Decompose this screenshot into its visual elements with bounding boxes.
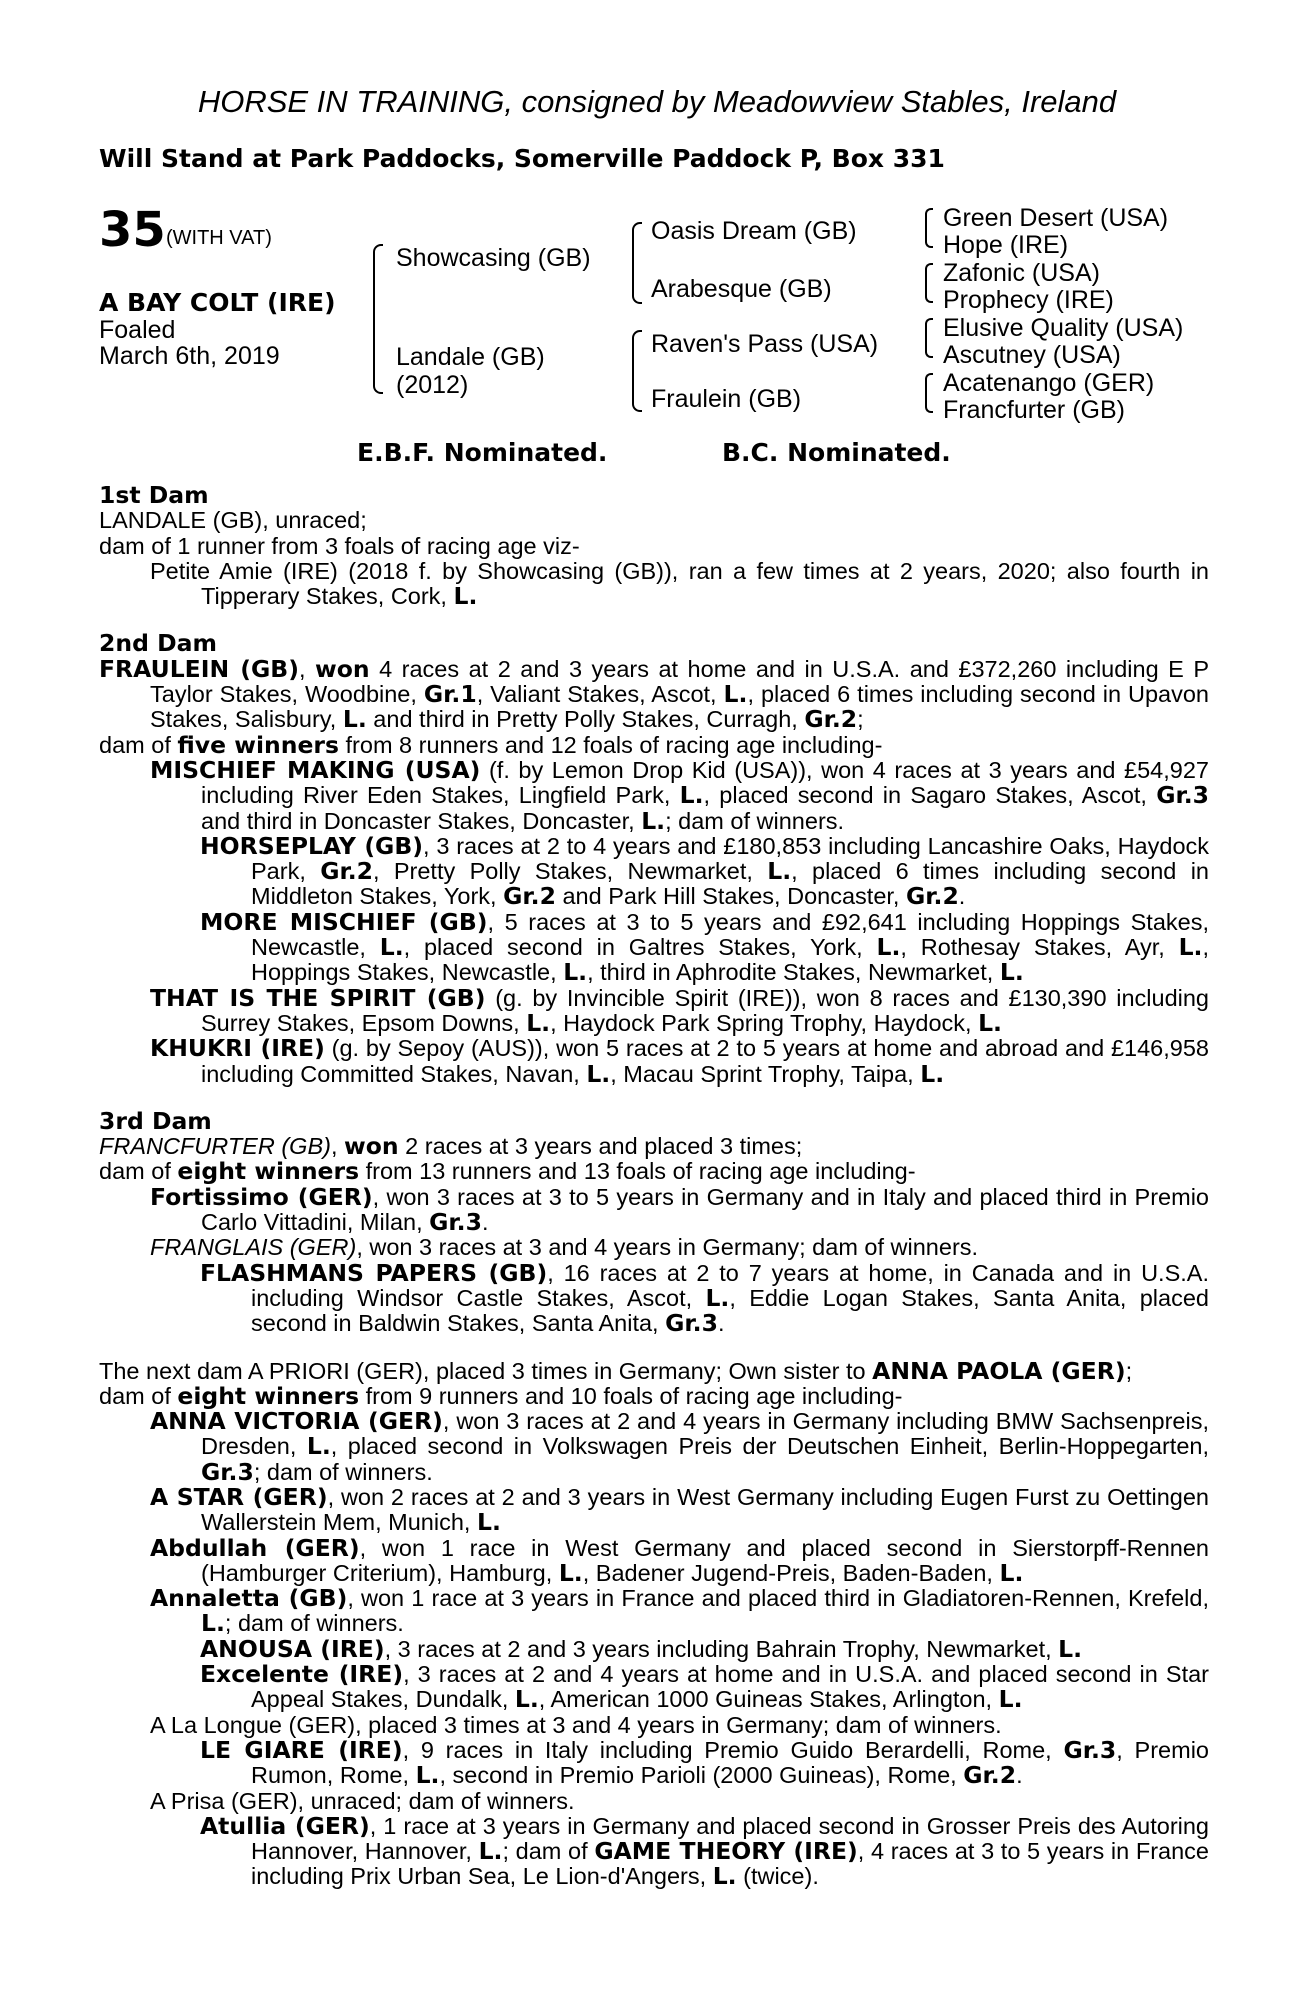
produce-entry: MORE MISCHIEF (GB), 5 races at 3 to 5 years and £92,641 including Hoppings Stakes, Newcastle, L., placed second in Galtres Stakes, York, L., Rothesay Stakes, Ayr, L., Hoppings Stakes, Newcastle, L., third in Aphrodite Stakes, Newmarket, L. <box>200 907 1210 987</box>
produce-entry: Fortissimo (GER), won 3 races at 3 to 5 years in Germany and in Italy and placed third in Premio Carlo Vittadini, Milan, Gr.3. <box>150 1182 1209 1237</box>
sire-dam: Arabesque (GB) <box>651 275 832 303</box>
sire: Showcasing (GB) <box>396 244 591 272</box>
bc-nomination: B.C. Nominated. <box>722 438 951 467</box>
foaled-label: Foaled <box>99 316 176 344</box>
produce-entry: HORSEPLAY (GB), 3 races at 2 to 4 years and £180,853 including Lancashire Oaks, Haydock Park, Gr.2, Pretty Polly Stakes, Newmarket, L., placed 6 times including second in Middleton Stakes, York, Gr.2 and Park Hill Stakes, Doncaster, Gr.2. <box>200 831 1210 911</box>
ebf-nomination: E.B.F. Nominated. <box>357 438 608 467</box>
dam-year: (2012) <box>396 371 469 399</box>
produce-entry: Annaletta (GB), won 1 race at 3 years in France and placed third in Gladiatoren-Rennen, Krefeld, L.; dam of winners. <box>150 1584 1210 1638</box>
lot-description: A BAY COLT (IRE) <box>99 288 336 317</box>
produce-entry: MISCHIEF MAKING (USA) (f. by Lemon Drop Kid (USA)), won 4 races at 3 years and £54,927 including River Eden Stakes, Lingfield Park, L., placed second in Sagaro Stakes, Ascot, Gr.3 and third in Doncaster Stakes, Doncaster, L.; dam of winners. <box>150 755 1209 835</box>
produce-record <box>99 483 1209 1890</box>
produce-entry: Petite Amie (IRE) (2018 f. by Showcasing (GB)), ran a few times at 2 years, 2020; also fourth in Tipperary Stakes, Cork, L. <box>150 557 1209 611</box>
produce-entry: FLASHMANS PAPERS (GB), 16 races at 2 to 7 years at home, in Canada and in U.S.A. including Windsor Castle Stakes, Ascot, L., Eddie Logan Stakes, Santa Anita, placed second in Baldwin Stakes, Santa Anita, Gr.3. <box>200 1258 1209 1338</box>
grandparent: Prophecy (IRE) <box>943 286 1114 314</box>
stand-location: Will Stand at Park Paddocks, Somerville Paddock P, Box 331 <box>99 144 945 173</box>
dam-line: dam of eight winners from 13 runners and 13 foals of racing age including- <box>99 1157 916 1186</box>
pedigree-brace <box>925 263 933 303</box>
dam-line: dam of 1 runner from 3 foals of racing age viz- <box>99 532 580 559</box>
dam: Landale (GB) <box>396 343 545 371</box>
vat-note: (WITH VAT) <box>166 227 272 249</box>
dam-line: dam of eight winners from 9 runners and 10 foals of racing age including- <box>99 1381 903 1410</box>
grandparent: Green Desert (USA) <box>943 204 1169 232</box>
pedigree-brace <box>925 208 933 248</box>
pedigree-brace <box>632 222 642 304</box>
dam-line: LANDALE (GB), unraced; <box>99 507 367 534</box>
produce-entry: Excelente (IRE), 3 races at 2 and 4 years at home and in U.S.A. and placed second in Star Appeal Stakes, Dundalk, L., American 1000 Guineas Stakes, Arlington, L. <box>200 1660 1209 1714</box>
produce-entry: Atullia (GER), 1 race at 3 years in Germany and placed second in Grosser Preis des Autoring Hannover, Hannover, L.; dam of GAME THEORY (IRE), 4 races at 3 to 5 years in France including Prix Urban Sea, Le Lion-d'Angers, L. (twice). <box>200 1811 1209 1891</box>
grandparent: Hope (IRE) <box>943 231 1069 259</box>
dam-line: dam of five winners from 8 runners and 12 foals of racing age including- <box>99 730 883 759</box>
grandparent: Elusive Quality (USA) <box>943 314 1184 342</box>
grandparent: Acatenango (GER) <box>943 369 1155 397</box>
dam-line: FRANCFURTER (GB), won 2 races at 3 years and placed 3 times; <box>99 1132 803 1161</box>
produce-entry: FRANGLAIS (GER), won 3 races at 3 and 4 years in Germany; dam of winners. <box>150 1234 979 1261</box>
foaled-date: March 6th, 2019 <box>99 342 280 370</box>
dam-line: FRAULEIN (GB), won 4 races at 2 and 3 years at home and in U.S.A. and £372,260 including E P Taylor Stakes, Woodbine, Gr.1, Valiant Stakes, Ascot, L., placed 6 times including second in Upavon Stakes, Salisbury, L. and third in Pretty Polly Stakes, Curragh, Gr.2; <box>99 654 1209 734</box>
produce-entry: A La Longue (GER), placed 3 times at 3 and 4 years in Germany; dam of winners. <box>150 1711 1002 1738</box>
grandparent: Zafonic (USA) <box>943 259 1100 287</box>
section-heading-2nd-dam: 2nd Dam <box>99 629 217 658</box>
page-title: HORSE IN TRAINING, consigned by Meadowview Stables, Ireland <box>197 84 1117 119</box>
pedigree-brace <box>373 244 383 394</box>
pedigree-brace <box>925 373 933 413</box>
dam-line: The next dam A PRIORI (GER), placed 3 times in Germany; Own sister to ANNA PAOLA (GER); <box>99 1356 1133 1385</box>
section-heading-1st-dam: 1st Dam <box>99 481 209 509</box>
produce-entry: ANOUSA (IRE), 3 races at 2 and 3 years including Bahrain Trophy, Newmarket, L. <box>200 1634 1083 1663</box>
dam-sire: Raven's Pass (USA) <box>651 330 879 358</box>
produce-entry: Abdullah (GER), won 1 race in West Germany and placed second in Sierstorpff-Rennen (Hamburger Criterium), Hamburg, L., Badener Jugend-Preis, Baden-Baden, L. <box>150 1533 1210 1587</box>
dam-dam: Fraulein (GB) <box>651 385 802 413</box>
sire-sire: Oasis Dream (GB) <box>651 217 857 245</box>
pedigree-brace <box>925 318 933 358</box>
pedigree-brace <box>632 330 642 412</box>
produce-entry: ANNA VICTORIA (GER), won 3 races at 2 and 4 years in Germany including BMW Sachsenpreis, Dresden, L., placed second in Volkswagen Preis der Deutschen Einheit, Berlin-Hoppegarten, Gr.3; dam of winners. <box>150 1407 1209 1486</box>
produce-entry: KHUKRI (IRE) (g. by Sepoy (AUS)), won 5 races at 2 to 5 years at home and abroad and £146,958 including Committed Stakes, Navan, L., Macau Sprint Trophy, Taipa, L. <box>150 1034 1209 1088</box>
produce-entry: A STAR (GER), won 2 races at 2 and 3 years in West Germany including Eugen Furst zu Oettingen Wallerstein Mem, Munich, L. <box>150 1482 1209 1537</box>
grandparent: Francfurter (GB) <box>943 396 1125 424</box>
lot-number: 35 <box>99 202 166 258</box>
section-heading-3rd-dam: 3rd Dam <box>99 1106 212 1135</box>
produce-entry: A Prisa (GER), unraced; dam of winners. <box>150 1787 575 1814</box>
grandparent: Ascutney (USA) <box>943 341 1121 369</box>
produce-entry: THAT IS THE SPIRIT (GB) (g. by Invincible Spirit (IRE)), won 8 races and £130,390 including Surrey Stakes, Epsom Downs, L., Haydock Park Spring Trophy, Haydock, L. <box>150 983 1209 1037</box>
produce-entry: LE GIARE (IRE), 9 races in Italy including Premio Guido Berardelli, Rome, Gr.3, Premio Rumon, Rome, L., second in Premio Parioli (2000 Guineas), Rome, Gr.2. <box>200 1735 1209 1790</box>
